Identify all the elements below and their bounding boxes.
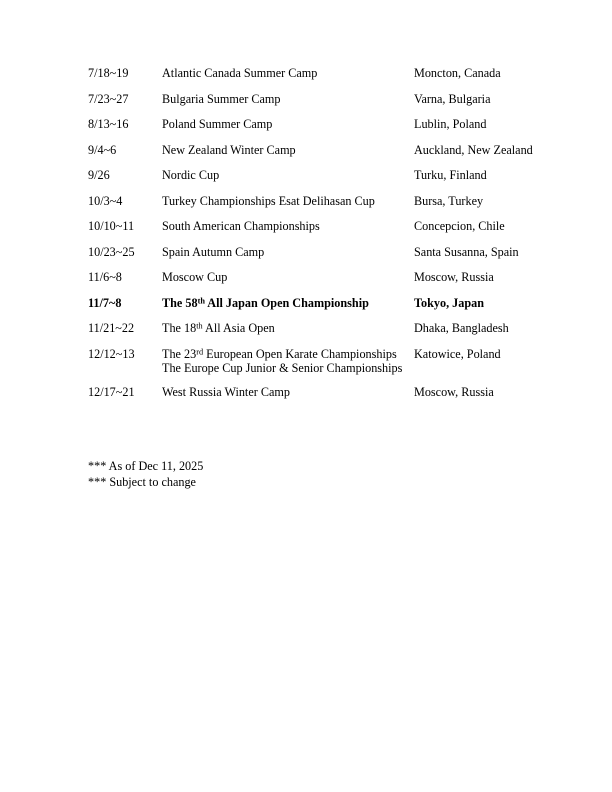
- schedule-row: [88, 321, 558, 347]
- row-date: 8/13~16: [88, 117, 129, 131]
- document-footnotes: [88, 459, 203, 490]
- row-event-name: [162, 92, 412, 107]
- row-date: 12/17~21: [88, 384, 135, 399]
- event-text-before-ordinal: The 58: [162, 295, 198, 310]
- row-event-name: [162, 270, 412, 285]
- event-line: Bulgaria Summer Camp: [162, 91, 281, 106]
- row-date: 11/7~8: [88, 295, 122, 310]
- row-date: 9/4~6: [88, 142, 117, 157]
- row-event-name: [162, 117, 412, 132]
- event-schedule-list: [88, 66, 558, 410]
- ordinal-suffix: th: [196, 321, 203, 331]
- ordinal-suffix: th: [197, 296, 205, 306]
- event-text-after-ordinal: All Asia Open: [202, 321, 275, 335]
- footnote-line: *** Subject to change: [88, 474, 196, 489]
- schedule-row: [88, 245, 558, 271]
- row-location: Varna, Bulgaria: [414, 91, 491, 106]
- schedule-row: [88, 117, 558, 143]
- schedule-row: [88, 194, 558, 220]
- row-location: Concepcion, Chile: [414, 219, 505, 233]
- row-event-name: [162, 219, 412, 234]
- row-date: 9/26: [88, 168, 110, 182]
- event-line: Moscow Cup: [162, 270, 228, 284]
- event-line: [162, 321, 412, 336]
- event-line: Spain Autumn Camp: [162, 244, 265, 259]
- row-event-name: [162, 347, 412, 376]
- event-line: [162, 296, 412, 311]
- schedule-row: [88, 168, 558, 194]
- row-location: Bursa, Turkey: [414, 193, 484, 208]
- row-date: 7/23~27: [88, 91, 129, 106]
- row-date: 10/10~11: [88, 219, 135, 233]
- schedule-row: [88, 92, 558, 118]
- event-line: West Russia Winter Camp: [162, 384, 290, 399]
- schedule-row: [88, 296, 558, 322]
- row-date: 10/3~4: [88, 193, 123, 208]
- schedule-row: [88, 66, 558, 92]
- row-location: Santa Susanna, Spain: [414, 244, 519, 259]
- row-date: 11/21~22: [88, 321, 135, 335]
- row-location: Moncton, Canada: [414, 66, 501, 80]
- row-location: Dhaka, Bangladesh: [414, 321, 509, 335]
- row-event-name: [162, 385, 412, 400]
- schedule-row: [88, 385, 558, 411]
- event-line: Nordic Cup: [162, 168, 220, 182]
- event-line: New Zealand Winter Camp: [162, 142, 296, 157]
- event-line: [162, 347, 412, 362]
- schedule-row: [88, 143, 558, 169]
- row-event-name: [162, 66, 412, 81]
- schedule-row: [88, 270, 558, 296]
- row-event-name: [162, 168, 412, 183]
- event-line: Poland Summer Camp: [162, 117, 273, 131]
- row-location: Auckland, New Zealand: [414, 142, 533, 157]
- row-event-name: [162, 296, 412, 311]
- row-location: Tokyo, Japan: [414, 295, 484, 310]
- footnote-line: *** As of Dec 11, 2025: [88, 459, 204, 473]
- row-location: Katowice, Poland: [414, 346, 501, 361]
- row-event-name: [162, 194, 412, 209]
- event-text-before-ordinal: The 18: [162, 321, 197, 335]
- row-location: Moscow, Russia: [414, 270, 494, 284]
- row-date: 12/12~13: [88, 346, 135, 361]
- row-date: 11/6~8: [88, 270, 122, 284]
- event-text-after-ordinal: European Open Karate Championships: [203, 346, 397, 361]
- event-line: Atlantic Canada Summer Camp: [162, 66, 318, 80]
- row-event-name: [162, 321, 412, 336]
- row-event-name: [162, 245, 412, 260]
- event-line: Turkey Championships Esat Delihasan Cup: [162, 193, 375, 208]
- event-text-before-ordinal: The 23: [162, 346, 197, 361]
- row-location: Turku, Finland: [414, 168, 487, 182]
- event-text-after-ordinal: All Japan Open Championship: [204, 295, 369, 310]
- event-line: The Europe Cup Junior & Senior Championships: [162, 361, 403, 375]
- row-date: 10/23~25: [88, 244, 135, 259]
- row-date: 7/18~19: [88, 66, 129, 80]
- row-location: Moscow, Russia: [414, 384, 494, 399]
- row-location: Lublin, Poland: [414, 117, 487, 131]
- schedule-row: [88, 219, 558, 245]
- schedule-row: [88, 347, 558, 385]
- ordinal-suffix: rd: [196, 347, 204, 357]
- row-event-name: [162, 143, 412, 158]
- event-line: South American Championships: [162, 219, 320, 233]
